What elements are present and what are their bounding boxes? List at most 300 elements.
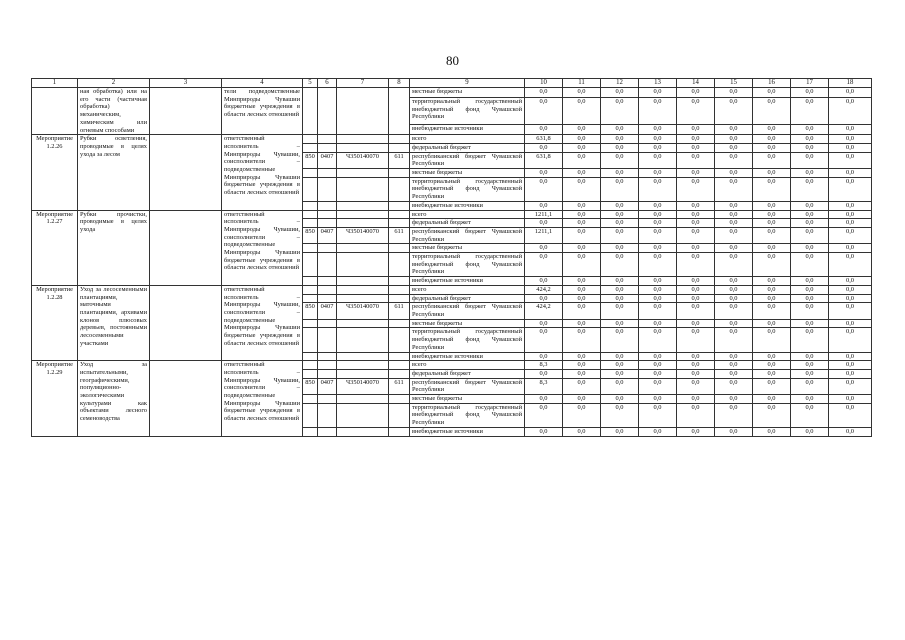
funding-value: 8,3: [525, 378, 563, 394]
table-row: [32, 88, 872, 98]
budget-code-empty: [318, 135, 337, 144]
budget-code-empty: [303, 201, 318, 210]
column-number: 2: [78, 79, 150, 88]
funding-source: федеральный бюджет: [410, 219, 525, 228]
budget-code-empty: [389, 369, 410, 378]
funding-source: федеральный бюджет: [410, 369, 525, 378]
grbs-code: 850: [303, 227, 318, 243]
funding-value: 0,0: [639, 169, 677, 178]
funding-value: 0,0: [677, 219, 715, 228]
funding-value: 0,0: [677, 395, 715, 404]
funding-value: 0,0: [525, 88, 563, 98]
budget-code-empty: [337, 177, 389, 201]
funding-value: 0,0: [753, 403, 791, 427]
goal-cell: [150, 88, 222, 135]
budget-code-empty: [389, 143, 410, 152]
budget-code-empty: [337, 427, 389, 436]
column-number: 1: [32, 79, 78, 88]
budget-code-empty: [303, 253, 318, 277]
budget-code-empty: [389, 395, 410, 404]
budget-code-empty: [318, 361, 337, 370]
funding-value: 0,0: [639, 125, 677, 135]
funding-value: 0,0: [829, 201, 872, 210]
funding-value: 0,0: [753, 328, 791, 352]
funding-source: внебюджетные источники: [410, 277, 525, 286]
funding-value: 0,0: [829, 303, 872, 319]
funding-value: 0,0: [715, 303, 753, 319]
budget-code-empty: [337, 369, 389, 378]
column-number: 12: [601, 79, 639, 88]
funding-source: внебюджетные источники: [410, 125, 525, 135]
funding-value: 0,0: [563, 277, 601, 286]
funding-value: 0,0: [715, 369, 753, 378]
program-funding-table: [31, 78, 872, 437]
funding-value: 0,0: [791, 227, 829, 243]
table-row: [32, 285, 872, 294]
funding-value: 0,0: [753, 125, 791, 135]
funding-value: 0,0: [601, 352, 639, 361]
funding-value: 0,0: [677, 88, 715, 98]
funding-value: 0,0: [639, 152, 677, 168]
funding-value: 0,0: [715, 201, 753, 210]
funding-value: 0,0: [601, 277, 639, 286]
funding-value: 0,0: [715, 244, 753, 253]
funding-source: всего: [410, 285, 525, 294]
column-number: 10: [525, 79, 563, 88]
funding-source: территориальный государственный внебюджетный фонд Чувашской Республики: [410, 328, 525, 352]
funding-value: 0,0: [753, 361, 791, 370]
funding-value: 0,0: [791, 427, 829, 436]
funding-value: 0,0: [791, 143, 829, 152]
rzpr-code: 0407: [318, 227, 337, 243]
funding-value: 0,0: [525, 97, 563, 124]
funding-value: 424,2: [525, 303, 563, 319]
funding-value: 0,0: [601, 143, 639, 152]
table-row: [32, 135, 872, 144]
funding-value: 0,0: [677, 328, 715, 352]
funding-value: 0,0: [525, 294, 563, 303]
funding-value: 0,0: [639, 303, 677, 319]
rzpr-code: 0407: [318, 303, 337, 319]
funding-value: 0,0: [677, 303, 715, 319]
column-number: 9: [410, 79, 525, 88]
funding-source: местные бюджеты: [410, 395, 525, 404]
funding-value: 0,0: [753, 303, 791, 319]
funding-source: внебюджетные источники: [410, 201, 525, 210]
funding-value: 0,0: [753, 135, 791, 144]
measure-label: [32, 88, 78, 135]
budget-code-empty: [318, 143, 337, 152]
funding-value: 0,0: [601, 328, 639, 352]
column-number-row: [32, 79, 872, 88]
funding-value: 0,0: [677, 294, 715, 303]
funding-value: 0,0: [791, 378, 829, 394]
funding-value: 0,0: [639, 328, 677, 352]
funding-value: 0,0: [715, 328, 753, 352]
measure-description: Рубки осветления, проводимые в целях ухода за лесом: [78, 135, 150, 210]
funding-value: 0,0: [753, 378, 791, 394]
funding-value: 0,0: [791, 244, 829, 253]
goal-cell: [150, 135, 222, 210]
funding-value: 631,8: [525, 135, 563, 144]
column-number: 4: [222, 79, 303, 88]
funding-value: 0,0: [601, 378, 639, 394]
funding-value: 0,0: [791, 303, 829, 319]
funding-source: всего: [410, 135, 525, 144]
executor-cell: ответственный исполнитель – Минприроды Чувашии, соисполнители – подведомственные Минприроды Чувашии бюджетные учреждения в области лесных отношений: [222, 361, 303, 436]
funding-value: 0,0: [715, 143, 753, 152]
funding-value: 0,0: [601, 135, 639, 144]
funding-value: 0,0: [677, 352, 715, 361]
funding-value: 0,0: [563, 403, 601, 427]
budget-code-empty: [337, 319, 389, 328]
executor-cell: тели подведомственные Минприроды Чувашии бюджетные учреждения в области лесных отношений: [222, 88, 303, 135]
funding-value: 0,0: [715, 177, 753, 201]
budget-code-empty: [389, 319, 410, 328]
column-number: 11: [563, 79, 601, 88]
funding-value: 0,0: [829, 352, 872, 361]
page-number: 80: [446, 53, 459, 68]
funding-value: 0,0: [563, 244, 601, 253]
funding-value: 0,0: [639, 352, 677, 361]
budget-code-empty: [337, 395, 389, 404]
funding-value: 0,0: [829, 369, 872, 378]
csr-code: Ч350140070: [337, 152, 389, 168]
funding-value: 0,0: [639, 285, 677, 294]
funding-value: 0,0: [525, 177, 563, 201]
grbs-code: 850: [303, 303, 318, 319]
funding-value: 0,0: [753, 169, 791, 178]
vr-code: 611: [389, 303, 410, 319]
funding-value: 0,0: [563, 143, 601, 152]
funding-value: 0,0: [563, 285, 601, 294]
budget-code-empty: [303, 328, 318, 352]
measure-description: Рубки прочистки, проводимые в целях ухода: [78, 210, 150, 285]
funding-value: 0,0: [639, 97, 677, 124]
vr-code: 611: [389, 378, 410, 394]
vr-code: 611: [389, 227, 410, 243]
budget-code-empty: [389, 210, 410, 219]
funding-value: 0,0: [601, 361, 639, 370]
column-number: 8: [389, 79, 410, 88]
budget-code-empty: [303, 403, 318, 427]
column-number: 17: [791, 79, 829, 88]
funding-value: 0,0: [601, 152, 639, 168]
budget-code-empty: [303, 219, 318, 228]
budget-code-empty: [318, 201, 337, 210]
funding-value: 0,0: [677, 277, 715, 286]
funding-value: 0,0: [525, 169, 563, 178]
budget-code-empty: [337, 219, 389, 228]
funding-source: республиканский бюджет Чувашской Республики: [410, 227, 525, 243]
funding-value: 0,0: [753, 152, 791, 168]
funding-value: 0,0: [525, 201, 563, 210]
budget-code-empty: [337, 352, 389, 361]
funding-value: 0,0: [525, 369, 563, 378]
funding-value: 0,0: [563, 253, 601, 277]
grbs-code: 850: [303, 152, 318, 168]
funding-source: федеральный бюджет: [410, 294, 525, 303]
measure-label: Мероприятие 1.2.26: [32, 135, 78, 210]
funding-value: 0,0: [791, 285, 829, 294]
budget-code-empty: [303, 285, 318, 294]
funding-value: 0,0: [677, 227, 715, 243]
funding-value: 0,0: [563, 319, 601, 328]
budget-code-empty: [303, 277, 318, 286]
funding-value: 0,0: [601, 427, 639, 436]
budget-code-empty: [389, 135, 410, 144]
funding-value: 0,0: [639, 210, 677, 219]
funding-source: внебюджетные источники: [410, 427, 525, 436]
funding-value: 0,0: [791, 152, 829, 168]
funding-value: 0,0: [601, 303, 639, 319]
budget-code-empty: [318, 277, 337, 286]
budget-code-empty: [337, 361, 389, 370]
funding-source: территориальный государственный внебюджетный фонд Чувашской Республики: [410, 403, 525, 427]
funding-source: федеральный бюджет: [410, 143, 525, 152]
funding-value: 0,0: [639, 88, 677, 98]
funding-source: территориальный государственный внебюджетный фонд Чувашской Республики: [410, 97, 525, 124]
funding-value: 0,0: [525, 143, 563, 152]
measure-description: ная обработка) или на его части (частичная обработка) механическим, химическим или огневым способами: [78, 88, 150, 135]
budget-code: [303, 88, 318, 135]
funding-source: республиканский бюджет Чувашской Республики: [410, 378, 525, 394]
budget-code-empty: [303, 169, 318, 178]
funding-source: внебюджетные источники: [410, 352, 525, 361]
funding-value: 0,0: [791, 177, 829, 201]
funding-value: 0,0: [601, 125, 639, 135]
funding-value: 0,0: [563, 135, 601, 144]
funding-value: 0,0: [677, 369, 715, 378]
column-number: 16: [753, 79, 791, 88]
funding-value: 424,2: [525, 285, 563, 294]
budget-code-empty: [318, 294, 337, 303]
funding-value: 0,0: [753, 143, 791, 152]
funding-value: 0,0: [639, 369, 677, 378]
funding-value: 0,0: [715, 135, 753, 144]
funding-value: 0,0: [639, 227, 677, 243]
funding-value: 631,8: [525, 152, 563, 168]
funding-value: 0,0: [829, 277, 872, 286]
funding-value: 0,0: [753, 219, 791, 228]
funding-value: 0,0: [829, 97, 872, 124]
funding-value: 0,0: [601, 219, 639, 228]
budget-code-empty: [318, 169, 337, 178]
funding-value: 0,0: [829, 395, 872, 404]
funding-value: 0,0: [753, 294, 791, 303]
budget-code-empty: [303, 244, 318, 253]
funding-value: 0,0: [639, 378, 677, 394]
budget-code-empty: [318, 395, 337, 404]
budget-code-empty: [389, 277, 410, 286]
funding-value: 0,0: [601, 395, 639, 404]
funding-source: республиканский бюджет Чувашской Республики: [410, 303, 525, 319]
funding-source: территориальный государственный внебюджетный фонд Чувашской Республики: [410, 253, 525, 277]
funding-source: республиканский бюджет Чувашской Республики: [410, 152, 525, 168]
funding-value: 0,0: [715, 294, 753, 303]
budget-code-empty: [389, 403, 410, 427]
rzpr-code: 0407: [318, 378, 337, 394]
funding-value: 0,0: [525, 403, 563, 427]
funding-value: 0,0: [829, 361, 872, 370]
funding-source: территориальный государственный внебюджетный фонд Чувашской Республики: [410, 177, 525, 201]
funding-value: 0,0: [639, 177, 677, 201]
funding-value: 0,0: [829, 328, 872, 352]
funding-value: 0,0: [563, 378, 601, 394]
funding-value: 0,0: [715, 403, 753, 427]
budget-code-empty: [318, 253, 337, 277]
table-row: [32, 361, 872, 370]
column-number: 3: [150, 79, 222, 88]
funding-value: 0,0: [791, 403, 829, 427]
funding-value: 0,0: [791, 135, 829, 144]
funding-value: 0,0: [677, 135, 715, 144]
funding-value: 0,0: [829, 169, 872, 178]
budget-code-empty: [318, 427, 337, 436]
budget-code-empty: [337, 244, 389, 253]
funding-value: 0,0: [639, 277, 677, 286]
funding-value: 0,0: [525, 427, 563, 436]
funding-value: 0,0: [639, 244, 677, 253]
funding-value: 0,0: [601, 210, 639, 219]
funding-value: 0,0: [563, 177, 601, 201]
funding-value: 0,0: [829, 244, 872, 253]
funding-value: 0,0: [677, 210, 715, 219]
funding-value: 0,0: [715, 227, 753, 243]
budget-code-empty: [389, 285, 410, 294]
funding-value: 0,0: [677, 152, 715, 168]
budget-code-empty: [318, 319, 337, 328]
column-number: 7: [337, 79, 389, 88]
funding-value: 0,0: [791, 210, 829, 219]
funding-value: 0,0: [791, 319, 829, 328]
budget-code-empty: [337, 201, 389, 210]
funding-value: 0,0: [563, 152, 601, 168]
executor-cell: ответственный исполнитель – Минприроды Чувашии, соисполнители – подведомственные Минприроды Чувашии бюджетные учреждения в области лесных отношений: [222, 210, 303, 285]
funding-value: 0,0: [601, 253, 639, 277]
funding-value: 0,0: [791, 294, 829, 303]
funding-value: 0,0: [677, 403, 715, 427]
funding-value: 0,0: [563, 227, 601, 243]
funding-value: 0,0: [753, 395, 791, 404]
column-number: 15: [715, 79, 753, 88]
funding-value: 0,0: [753, 427, 791, 436]
funding-value: 0,0: [715, 88, 753, 98]
funding-source: местные бюджеты: [410, 88, 525, 98]
funding-value: 0,0: [829, 143, 872, 152]
funding-value: 0,0: [601, 285, 639, 294]
vr-code: 611: [389, 152, 410, 168]
funding-value: 0,0: [639, 319, 677, 328]
funding-value: 0,0: [715, 352, 753, 361]
funding-value: 0,0: [715, 152, 753, 168]
measure-label: Мероприятие 1.2.28: [32, 285, 78, 360]
funding-value: 0,0: [753, 253, 791, 277]
funding-value: 0,0: [791, 328, 829, 352]
measure-description: Уход за лесосеменными плантациями, маточными плантациями, архивами клонов плюсовых деревьев, постоянными лесосеменными участками: [78, 285, 150, 360]
funding-value: 0,0: [791, 277, 829, 286]
funding-value: 0,0: [715, 169, 753, 178]
funding-value: 0,0: [601, 319, 639, 328]
funding-value: 0,0: [525, 395, 563, 404]
funding-value: 0,0: [829, 210, 872, 219]
funding-value: 0,0: [753, 369, 791, 378]
funding-value: 0,0: [677, 253, 715, 277]
budget-code-empty: [337, 285, 389, 294]
funding-value: 0,0: [601, 369, 639, 378]
budget-code-empty: [303, 361, 318, 370]
funding-value: 0,0: [563, 352, 601, 361]
funding-value: 0,0: [601, 97, 639, 124]
budget-code-empty: [389, 169, 410, 178]
funding-value: 0,0: [677, 361, 715, 370]
funding-value: 0,0: [677, 169, 715, 178]
budget-code-empty: [303, 352, 318, 361]
funding-source: всего: [410, 210, 525, 219]
budget-code-empty: [318, 369, 337, 378]
funding-source: местные бюджеты: [410, 319, 525, 328]
budget-code-empty: [337, 277, 389, 286]
budget-code-empty: [337, 403, 389, 427]
budget-code-empty: [389, 201, 410, 210]
budget-code-empty: [318, 219, 337, 228]
funding-value: 0,0: [715, 378, 753, 394]
funding-value: 0,0: [829, 152, 872, 168]
funding-value: 0,0: [525, 125, 563, 135]
funding-value: 0,0: [753, 352, 791, 361]
measure-label: Мероприятие 1.2.27: [32, 210, 78, 285]
funding-value: 0,0: [677, 427, 715, 436]
budget-code-empty: [389, 253, 410, 277]
budget-code-empty: [337, 169, 389, 178]
funding-value: 0,0: [829, 177, 872, 201]
budget-code-empty: [318, 352, 337, 361]
funding-value: 0,0: [601, 177, 639, 201]
funding-value: 0,0: [753, 210, 791, 219]
funding-value: 0,0: [715, 219, 753, 228]
funding-value: 0,0: [791, 97, 829, 124]
budget-code-empty: [303, 294, 318, 303]
funding-value: 0,0: [563, 97, 601, 124]
funding-value: 0,0: [715, 361, 753, 370]
funding-value: 0,0: [601, 88, 639, 98]
funding-value: 0,0: [715, 277, 753, 286]
funding-value: 0,0: [525, 253, 563, 277]
funding-value: 0,0: [677, 125, 715, 135]
funding-value: 0,0: [753, 277, 791, 286]
funding-value: 0,0: [715, 97, 753, 124]
funding-value: 0,0: [715, 395, 753, 404]
funding-value: 0,0: [525, 277, 563, 286]
funding-value: 0,0: [791, 395, 829, 404]
budget-code: [389, 88, 410, 135]
column-number: 14: [677, 79, 715, 88]
funding-value: 0,0: [601, 294, 639, 303]
funding-value: 0,0: [791, 219, 829, 228]
funding-value: 0,0: [639, 143, 677, 152]
funding-value: 0,0: [829, 253, 872, 277]
funding-value: 0,0: [677, 378, 715, 394]
funding-value: 0,0: [753, 319, 791, 328]
funding-value: 0,0: [563, 427, 601, 436]
funding-value: 0,0: [791, 125, 829, 135]
funding-value: 0,0: [563, 395, 601, 404]
funding-value: 0,0: [677, 319, 715, 328]
measure-label: Мероприятие 1.2.29: [32, 361, 78, 436]
funding-value: 0,0: [563, 294, 601, 303]
funding-source: местные бюджеты: [410, 169, 525, 178]
executor-cell: ответственный исполнитель – Минприроды Чувашии, соисполнители – подведомственные Минприроды Чувашии бюджетные учреждения в области лесных отношений: [222, 285, 303, 360]
